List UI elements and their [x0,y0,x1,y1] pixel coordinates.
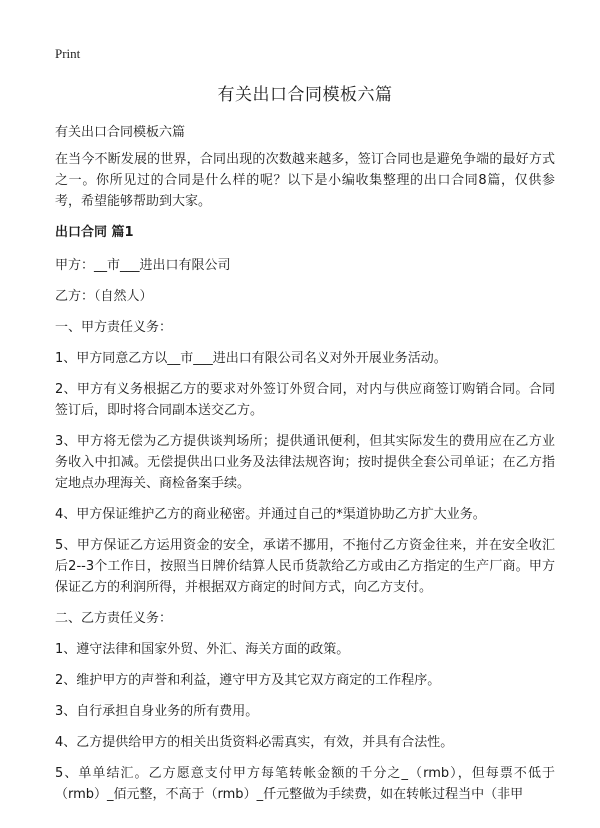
document-body [55,122,555,815]
contract-paragraph: 4、甲方保证维护乙方的商业秘密。并通过自己的*渠道协助乙方扩大业务。 [55,507,486,522]
print-link[interactable]: Print [55,46,81,61]
contract-paragraph: 4、乙方提供给甲方的相关出货资料必需真实，有效，并具有合法性。 [55,735,454,750]
contract-paragraph: 2、甲方有义务根据乙方的要求对外签订外贸合同，对内与供应商签订购销合同。合同签订后，即时将合同副本送交乙方。 [55,382,555,418]
contract-paragraph: 1、遵守法律和国家外贸、外汇、海关方面的政策。 [55,642,350,657]
document-subtitle: 有关出口合同模板六篇 [55,125,186,140]
section-heading: 出口合同 篇1 [55,225,134,240]
party-a-duties-heading: 一、甲方责任义务： [55,320,173,335]
contract-paragraph: 5、甲方保证乙方运用资金的安全，承诺不挪用，不拖付乙方资金往来，并在安全收汇后2--3个工作日，按照当日牌价结算人民币货款给乙方或由乙方指定的生产厂商。甲方保证乙方的利润所得，并根据双方商定的时间方式，向乙方支付。 [55,538,555,595]
contract-paragraph: 5、单单结汇。乙方愿意支付甲方每笔转帐金额的千分之_（rmb），但每票不低于（rmb）_佰元整，不高于（rmb）_仟元整做为手续费，如在转帐过程当中（非甲 [55,766,555,802]
party-b-duties-heading: 二、乙方责任义务： [55,611,173,626]
party-a-line: 甲方：__市___进出口有限公司 [55,258,231,273]
document-title: 有关出口合同模板六篇 [217,85,393,105]
intro-paragraph: 在当今不断发展的世界，合同出现的次数越来越多，签订合同也是避免争端的最好方式之一。你所见过的合同是什么样的呢？以下是小编收集整理的出口合同8篇，仅供参考，希望能够帮助到大家。 [55,152,555,209]
contract-paragraph: 2、维护甲方的声誉和利益，遵守甲方及其它双方商定的工作程序。 [55,673,441,688]
party-b-line: 乙方：（自然人） [55,289,153,304]
contract-paragraph: 1、甲方同意乙方以__市___进出口有限公司名义对外开展业务活动。 [55,351,447,366]
contract-paragraph: 3、自行承担自身业务的所有费用。 [55,704,259,719]
contract-paragraph: 3、甲方将无偿为乙方提供谈判场所；提供通讯便利，但其实际发生的费用应在乙方业务收入中扣减。无偿提供出口业务及法律法规咨询；按时提供全套公司单证；在乙方指定地点办理海关、商检备案手续。 [55,434,555,491]
